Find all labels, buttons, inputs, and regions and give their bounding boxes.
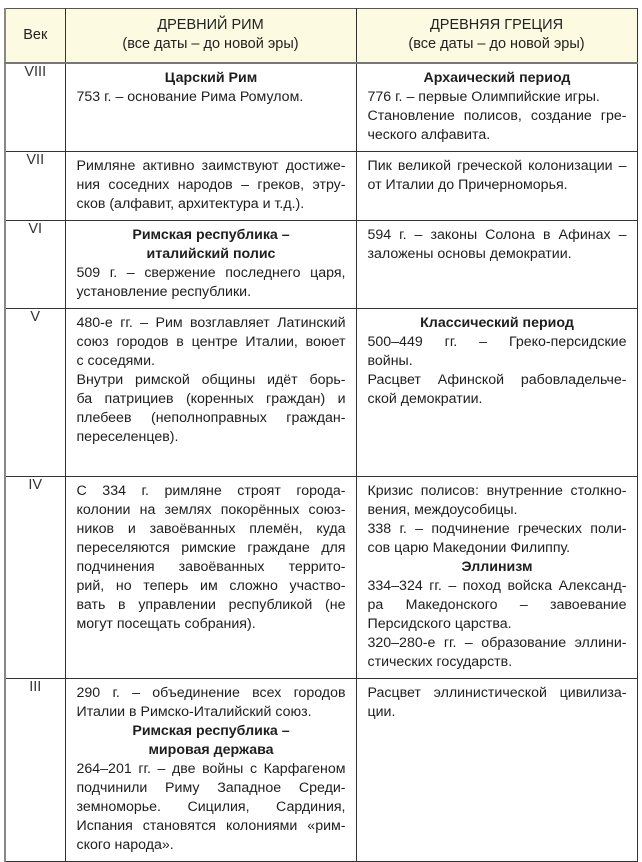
greece-cell <box>356 308 637 476</box>
table-row <box>5 151 637 220</box>
century-cell <box>5 63 65 152</box>
header-rome <box>65 9 356 63</box>
rome-period-heading: Царский Рим <box>164 69 258 86</box>
century-label: IV <box>28 476 43 493</box>
rome-text-line: подчинения завоёванных террито- <box>76 558 346 575</box>
rome-text-line: 290 г. – объединение всех городов <box>76 684 346 701</box>
greece-text-line: ра Македонского – завоевание <box>367 596 627 613</box>
rome-cell <box>65 308 356 476</box>
rome-text-line: 264–201 гг. – две войны с Карфагеном <box>76 760 346 777</box>
rome-text-line: сков (алфавит, архитектура и т.д.). <box>76 195 305 212</box>
rome-cell <box>65 476 356 678</box>
table-row <box>5 678 637 861</box>
century-label: III <box>29 678 42 695</box>
rome-cell <box>65 63 356 152</box>
greece-text-line: 338 г. – подчинение греческих поли- <box>367 520 627 537</box>
greece-period-heading: Эллинизм <box>461 558 533 575</box>
century-cell <box>5 308 65 476</box>
greece-text-line: ческого алфавита. <box>367 126 491 143</box>
rome-text-line: ба патрициев (коренных граждан) и <box>76 390 346 407</box>
rome-text-line: вать в управлении республикой (не <box>76 596 346 613</box>
rome-text-line: земноморье. Сицилия, Сардиния, <box>76 798 346 815</box>
rome-text-line: колонии на землях покорённых союз- <box>76 501 346 518</box>
rome-text-line: ского народа». <box>76 836 174 853</box>
century-label: VIII <box>24 63 47 80</box>
rome-text-line: рий, но теперь им сложно участво- <box>76 577 346 594</box>
greece-text-line: 500–449 гг. – Греко-персидские <box>367 333 627 350</box>
greece-text-line: сов царю Македонии Филиппу. <box>367 539 571 556</box>
greece-text-line: ции. <box>367 703 396 720</box>
table-row <box>5 63 637 152</box>
greece-text-line: от Италии до Причерноморья. <box>367 176 568 193</box>
rome-text-line: переселяются римские граждане для <box>76 539 346 556</box>
rome-text-line: ников и завоёванных племён, куда <box>76 520 346 537</box>
greece-text-line: Персидского царства. <box>367 615 512 632</box>
greece-text-line: Расцвет Афинской рабовладельче- <box>367 371 627 388</box>
rome-text-line: подчинили Риму Западное Среди- <box>76 779 346 796</box>
rome-period-heading: Римская республика – <box>132 226 290 243</box>
rome-period-heading: мировая держава <box>148 741 274 758</box>
rome-text-line: Испания становятся колониями «рим- <box>76 817 346 834</box>
greece-period-heading: Архаический период <box>423 69 571 86</box>
century-label: VI <box>28 220 43 237</box>
rome-text-line: могут посещать собрания). <box>76 615 256 632</box>
header-greece-note: (все даты – до новой эры) <box>408 36 585 53</box>
greece-text-line: Кризис полисов: внутренние столкно- <box>367 482 627 499</box>
greece-cell <box>356 220 637 308</box>
century-cell <box>5 678 65 861</box>
rome-text-line: С 334 г. римляне строят города- <box>76 482 346 499</box>
greece-period-heading: Классический период <box>420 314 574 331</box>
century-label: V <box>30 308 41 325</box>
rome-text-line: 753 г. – основание Рима Ромулом. <box>76 88 304 105</box>
greece-cell <box>356 678 637 861</box>
table-row <box>5 308 637 476</box>
rome-text-line: союз городов в центре Италии, воюет <box>76 333 346 350</box>
table-row <box>5 476 637 678</box>
century-cell <box>5 476 65 678</box>
greece-text-line: войны. <box>367 352 413 369</box>
rome-period-heading: италийский полис <box>146 245 276 262</box>
greece-text-line: Пик великой греческой колонизации – <box>367 157 627 174</box>
greece-text-line: ской демократии. <box>367 390 483 407</box>
rome-text-line: 509 г. – свержение последнего царя, <box>76 264 346 281</box>
greece-text-line: заложены основы демократии. <box>367 245 572 262</box>
chronology-table <box>4 8 638 862</box>
greece-text-line: Становление полисов, создание гре- <box>367 107 627 124</box>
rome-text-line: плебеев (неполноправных граждан- <box>76 409 346 426</box>
century-label: VII <box>26 151 45 168</box>
greece-text-line: Расцвет эллинистической цивилиза- <box>367 684 627 701</box>
header-age-label: Век <box>23 26 48 43</box>
rome-cell <box>65 151 356 220</box>
greece-cell <box>356 476 637 678</box>
rome-text-line: Римляне активно заимствуют достиже- <box>76 157 346 174</box>
greece-cell <box>356 151 637 220</box>
header-greece <box>356 9 637 63</box>
greece-text-line: 320–280-е гг. – образование эллини- <box>367 634 627 651</box>
rome-text-line: 480-е гг. – Рим возглавляет Латинский <box>76 314 346 331</box>
header-age <box>5 9 65 63</box>
rome-cell <box>65 220 356 308</box>
header-greece-title: ДРЕВНЯЯ ГРЕЦИЯ <box>429 17 564 34</box>
century-cell <box>5 151 65 220</box>
greece-cell <box>356 63 637 152</box>
greece-text-line: 594 г. – законы Солона в Афинах – <box>367 226 627 243</box>
greece-text-line: 334–324 гг. – поход войска Александ- <box>367 577 627 594</box>
rome-text-line: ния соседних народов – греков, этру- <box>76 176 346 193</box>
greece-text-line: 776 г. – первые Олимпийские игры. <box>367 88 600 105</box>
header-rome-note: (все даты – до новой эры) <box>122 36 299 53</box>
rome-cell <box>65 678 356 861</box>
table-row <box>5 220 637 308</box>
rome-period-heading: Римская республика – <box>132 722 290 739</box>
rome-text-line: Италии в Римско-Италийский союз. <box>76 703 312 720</box>
greece-text-line: стических государств. <box>367 653 513 670</box>
header-row <box>5 9 637 63</box>
rome-text-line: установление республики. <box>76 283 252 300</box>
century-cell <box>5 220 65 308</box>
rome-text-line: Внутри римской общины идёт борь- <box>76 371 346 388</box>
rome-text-line: переселенцев). <box>76 428 179 445</box>
rome-text-line: с соседями. <box>76 352 155 369</box>
header-rome-title: ДРЕВНИЙ РИМ <box>157 17 264 34</box>
greece-text-line: вения, междоусобицы. <box>367 501 518 518</box>
